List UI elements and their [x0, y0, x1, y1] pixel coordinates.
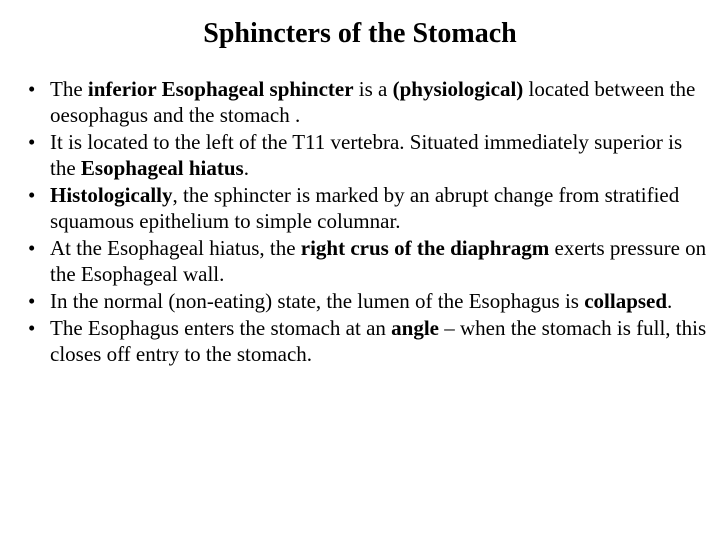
bullet-list [28, 76, 708, 368]
bullet-item [28, 129, 708, 181]
bullet-item [28, 235, 708, 287]
bullet-item [28, 288, 708, 314]
bullet-text: It is located to the left of the T11 vertebra. Situated immediately superior is the Esophageal hiatus. [50, 130, 683, 180]
bullet-item [28, 76, 708, 128]
bullet-item [28, 315, 708, 367]
bullet-item [28, 182, 708, 234]
bullet-text: The inferior Esophageal sphincter is a (physiological) located between the oesophagus and the stomach . [50, 77, 696, 127]
bullet-dot-icon: • [28, 77, 36, 101]
bullet-dot-icon: • [28, 289, 36, 313]
bullet-dot-icon: • [28, 183, 36, 207]
bullet-text: Histologically, the sphincter is marked by an abrupt change from stratified squamous epithelium to simple columnar. [50, 183, 680, 233]
bullet-dot-icon: • [28, 130, 36, 154]
bullet-dot-icon: • [28, 236, 36, 260]
bullet-text: At the Esophageal hiatus, the right crus of the diaphragm exerts pressure on the Esophageal wall. [50, 236, 707, 286]
bullet-text: In the normal (non-eating) state, the lumen of the Esophagus is collapsed. [50, 289, 673, 313]
bullet-text: The Esophagus enters the stomach at an angle – when the stomach is full, this closes off entry to the stomach. [50, 316, 707, 366]
slide-title: Sphincters of the Stomach [203, 18, 517, 49]
bullet-dot-icon: • [28, 316, 36, 340]
